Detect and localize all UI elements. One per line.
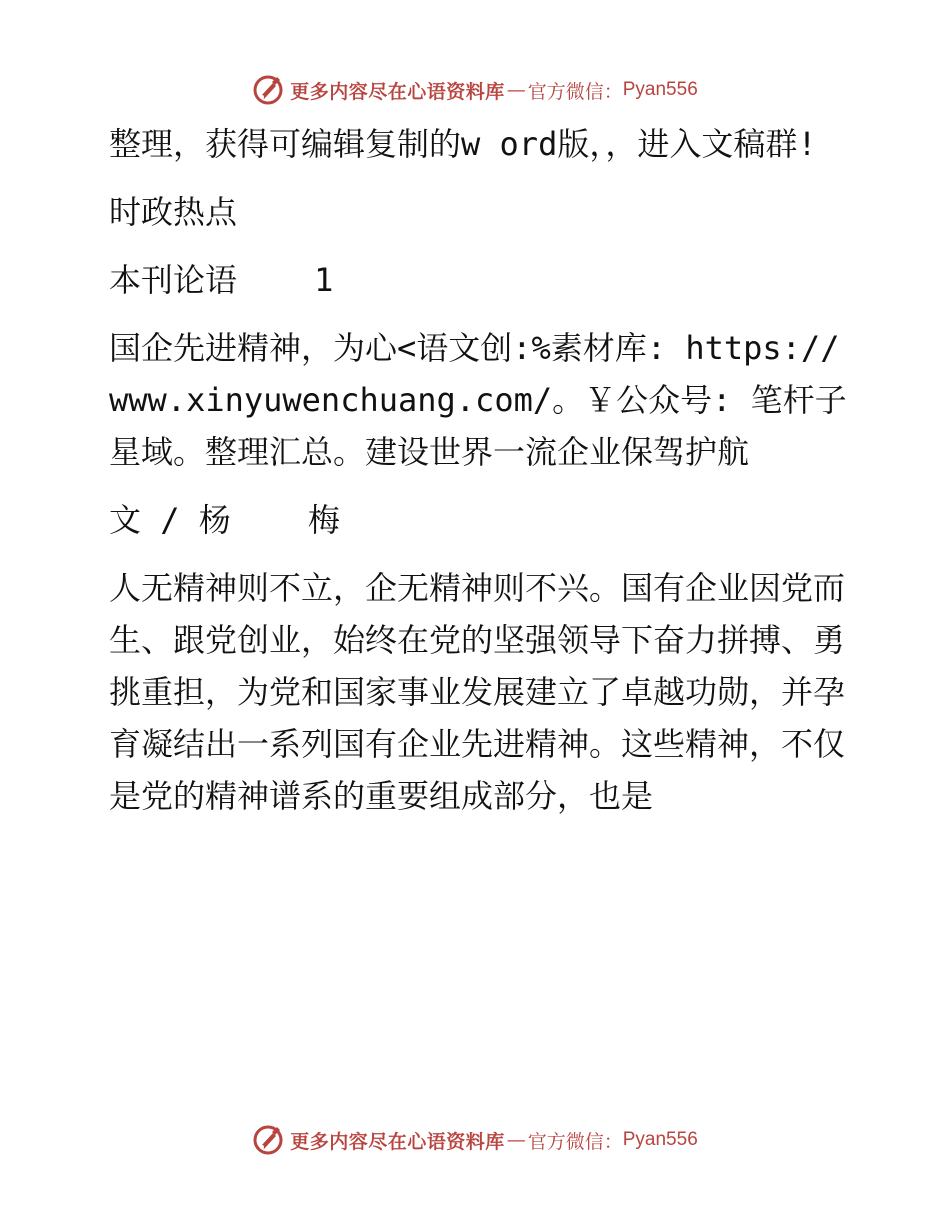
- banner-wechat-id: Pyan556: [622, 79, 698, 100]
- body-paragraph: 人无精神则不立，企无精神则不兴。国有企业因党而生、跟党创业，始终在党的坚强领导下奋力拼搏、勇挑重担，为党和国家事业发展建立了卓越功勋，并孕育凝结出一系列国有企业先进精神。这些精神，不仅是党的精神谱系的重要组成部分，也是: [109, 569, 846, 815]
- banner-wechat-label: 官方微信：: [527, 1130, 623, 1153]
- banner-wechat-label: 官方微信：: [527, 80, 623, 103]
- header-banner: [0, 70, 950, 110]
- article-title: 国企先进精神，为心<语文创:%素材库: https://www.xinyuwenchuang.com/。￥公众号: 笔杆子星域。整理汇总。建设世界一流企业保驾护航: [109, 329, 847, 471]
- banner-text: 更多内容尽在心语资料库: [290, 1130, 505, 1153]
- intro-paragraph: 整理，获得可编辑复制的w ord版，，进入文稿群!: [109, 125, 817, 163]
- section-label: 时政热点: [109, 193, 238, 231]
- quill-seal-icon: [252, 74, 284, 106]
- banner-separator: —: [506, 79, 526, 101]
- banner-wechat-id: Pyan556: [622, 1129, 698, 1150]
- footer-banner: [0, 1120, 950, 1160]
- banner-text: 更多内容尽在心语资料库: [290, 80, 505, 103]
- column-label: 本刊论语 1: [109, 261, 334, 299]
- document-body: [97, 118, 857, 838]
- banner-separator: —: [506, 1129, 526, 1151]
- author-line: 文 / 杨 梅: [109, 501, 340, 539]
- quill-seal-icon: [252, 1124, 284, 1156]
